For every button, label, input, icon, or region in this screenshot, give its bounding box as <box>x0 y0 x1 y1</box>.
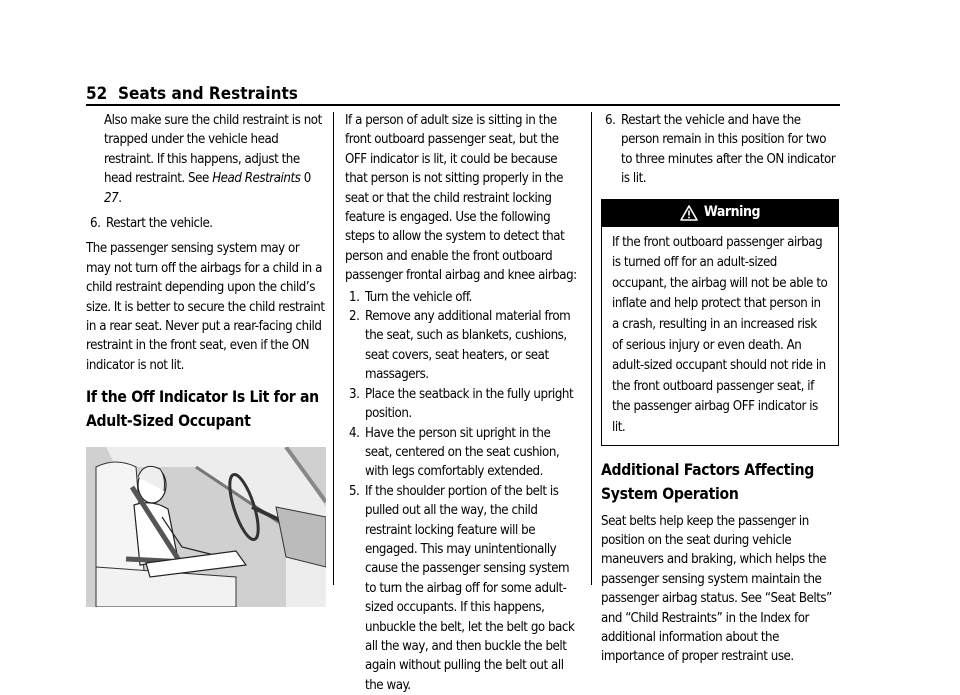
column-divider-left <box>333 112 334 585</box>
list-item: 2. Remove any additional material from the seat, such as blankets, cushions, seat covers, seat heaters, or seat massagers. <box>349 309 571 383</box>
warning-box <box>601 199 839 446</box>
header-rule <box>86 104 840 106</box>
warning-title: Warning <box>703 204 761 221</box>
column-divider-right <box>591 112 592 585</box>
column-2 <box>345 111 579 695</box>
section-title: Seats and Restraints <box>118 84 298 104</box>
body-paragraph: If a person of adult size is sitting in the front outboard passenger seat, but the OFF indicator is lit, it could be because that person is not sitting properly in the seat or that the child restraint locking feature is engaged. Use the following steps to allow the system to detect that person and enable the front outboard passenger frontal airbag and knee airbag: <box>345 113 577 284</box>
occupant-illustration <box>86 447 326 607</box>
section-heading: Additional Factors Affecting System Operation <box>601 460 815 503</box>
body-paragraph: Seat belts help keep the passenger in position on the seat during vehicle maneuvers and braking, which helps the passenger sensing system maintain the passenger airbag status. See “Seat Belts” and “Child Restraints” in the Index for additional information about the importance of proper restraint use. <box>601 513 832 665</box>
continued-paragraph: Also make sure the child restraint is not trapped under the vehicle head restraint. If this happens, adjust the head restraint. See Head Restraints 0 27. <box>104 113 322 206</box>
page-number: 52 <box>86 84 108 104</box>
body-paragraph: The passenger sensing system may or may not turn off the airbags for a child in a child restraint depending upon the child’s size. It is better to secure the child restraint in a rear seat. Never put a rear-facing child restraint in the front seat, even if the ON indicator is not lit. <box>86 241 325 373</box>
section-heading: If the Off Indicator Is Lit for an Adult-Sized Occupant <box>86 388 319 431</box>
cross-reference[interactable]: Head Restraints 0 27 <box>104 171 311 206</box>
seated-adult-illustration <box>86 447 326 607</box>
list-item: 5. If the shoulder portion of the belt is pulled out all the way, the child restraint locking feature will be engaged. This may unintentionally cause the passenger sensing system to turn the airbag off for some adult-sized occupants. If this happens, unbuckle the belt, let the belt go back all the way, and then buckle the belt again without pulling the belt out all the way. <box>349 483 575 693</box>
warning-triangle-icon <box>680 205 698 221</box>
list-item: 4. Have the person sit upright in the seat, centered on the seat cushion, with legs comfortably extended. <box>349 425 560 480</box>
list-item: 6. Restart the vehicle and have the person remain in this position for two to three minutes after the ON indicator is lit. <box>605 113 836 187</box>
warning-header <box>602 200 838 227</box>
page-reference-arrow-icon: 0 <box>303 171 311 187</box>
warning-text: If the front outboard passenger airbag is turned off for an adult-sized occupant, the airbag will not be able to inflate and help protect that person in a crash, resulting in an increased risk of serious injury or even death. An adult-sized occupant should not ride in the front outboard passenger seat, if the passenger airbag OFF indicator is lit. <box>612 234 828 435</box>
list-item: 1. Turn the vehicle off. <box>349 289 472 305</box>
column-1 <box>86 111 326 607</box>
column-3 <box>601 111 839 667</box>
page-header <box>86 84 838 104</box>
list-item: 3. Place the seatback in the fully upright position. <box>349 386 574 422</box>
list-item: 6. Restart the vehicle. <box>90 216 213 232</box>
